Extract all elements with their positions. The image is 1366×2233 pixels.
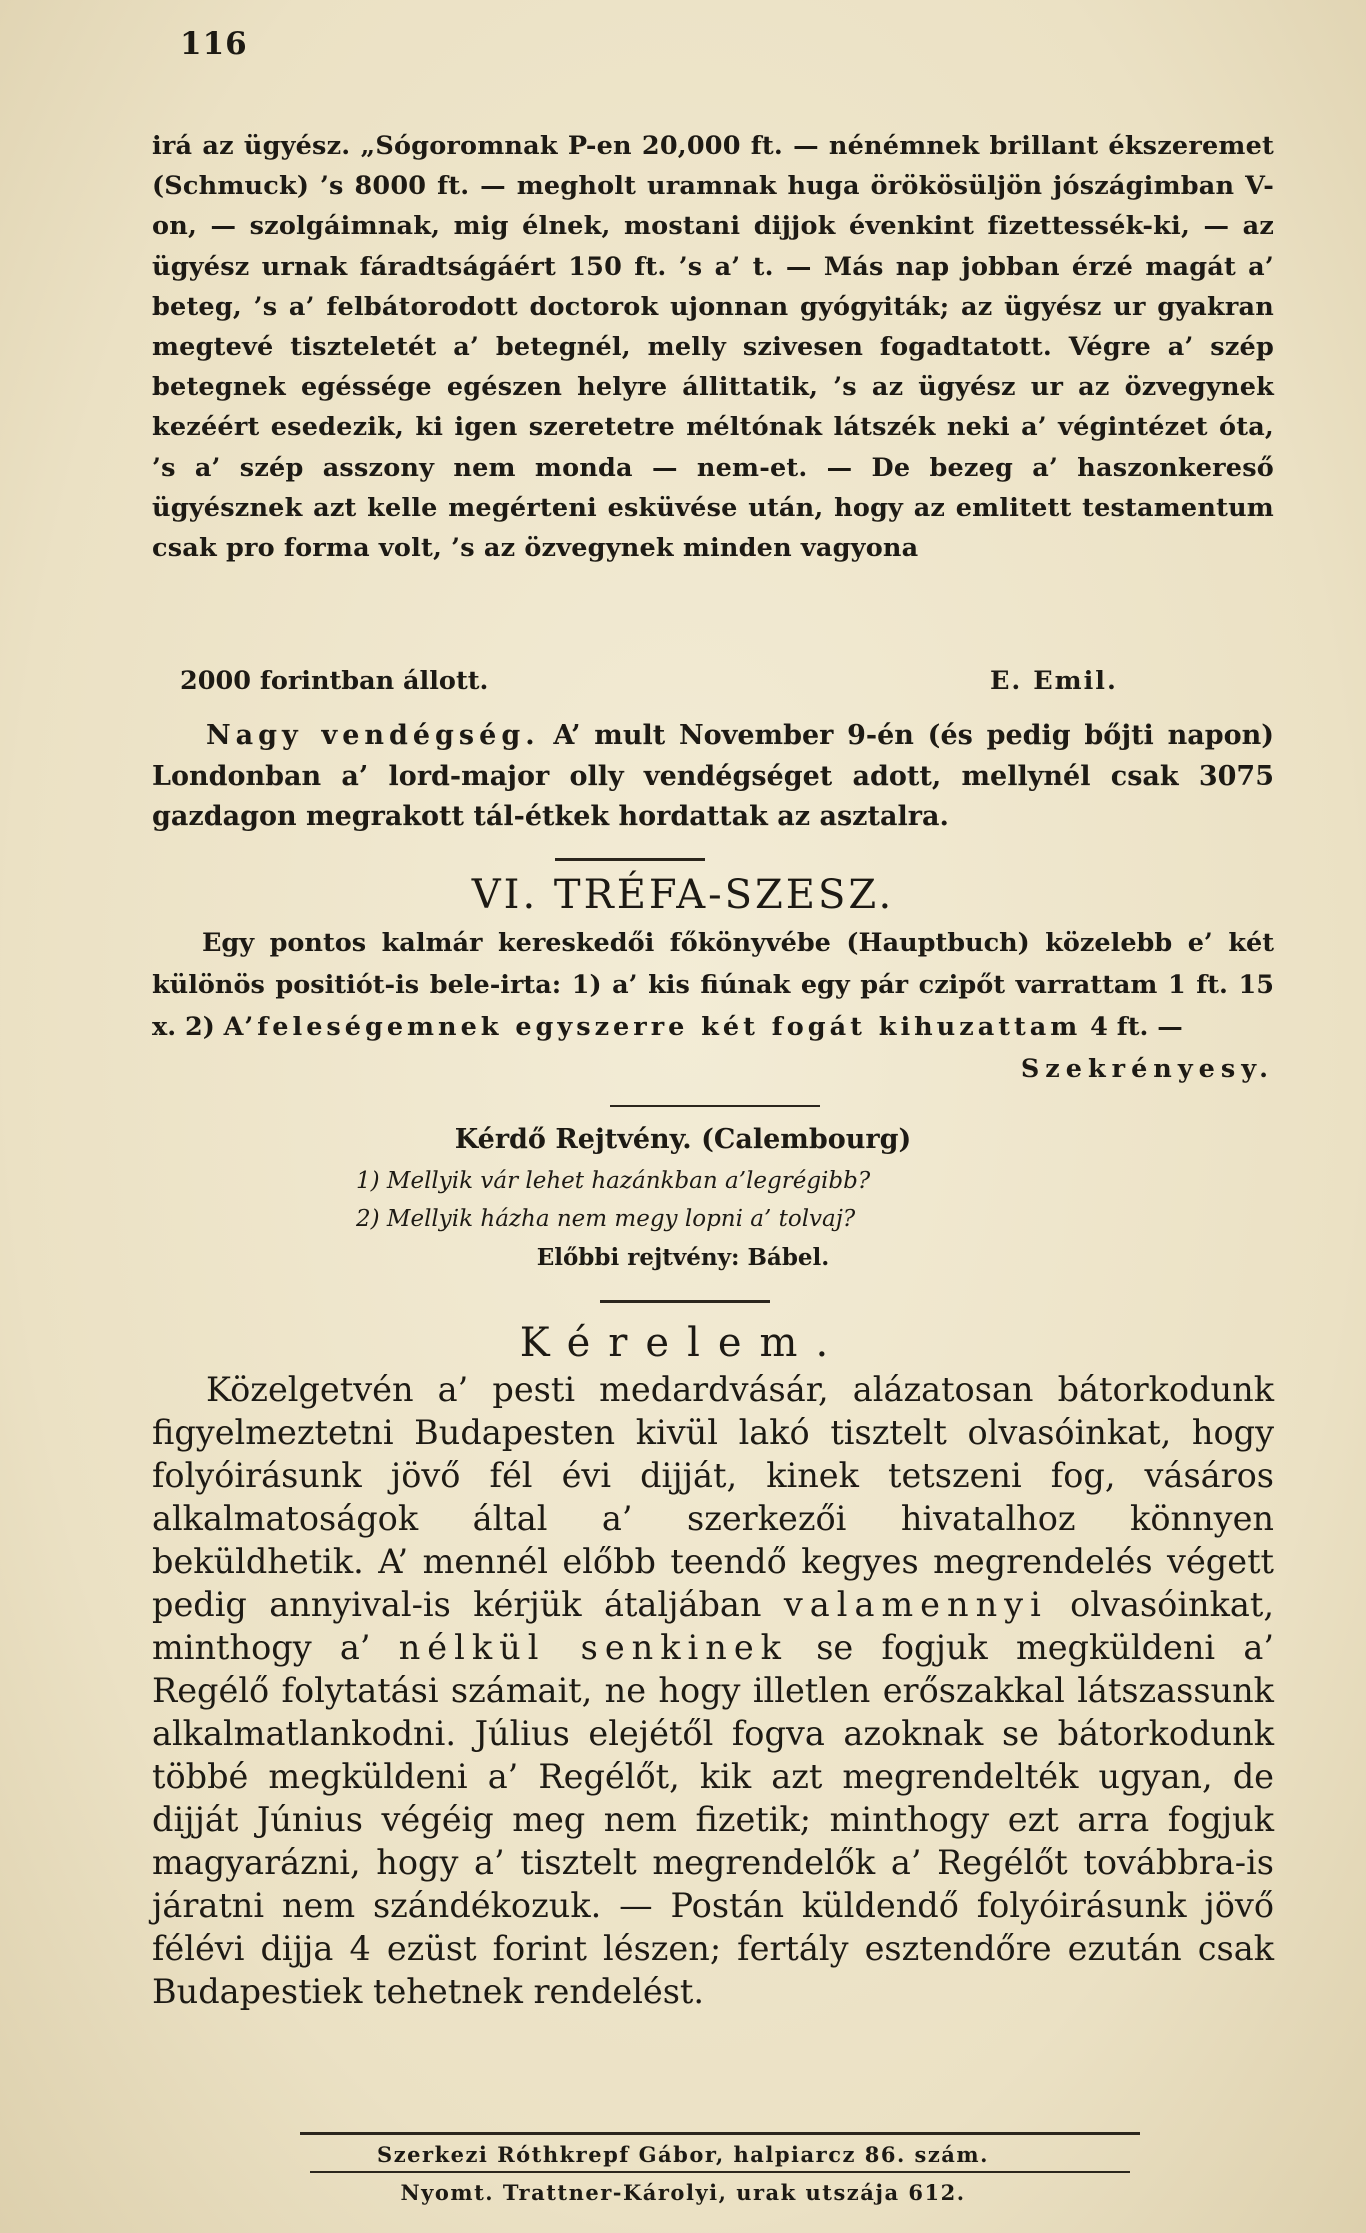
- divider: [610, 1105, 820, 1107]
- page-number: 116: [180, 26, 248, 62]
- request-spaced-b: nélkül senkinek: [398, 1628, 788, 1667]
- printer-line: Nyomt. Trattner-Károlyi, urak utszája 612.: [400, 2180, 966, 2205]
- paragraph-feast: [152, 716, 1274, 838]
- riddle-title: Kérdő Rejtvény. (Calembourg): [454, 1124, 912, 1155]
- request-text-b: olvasóinkat, minthogy a’: [152, 1585, 1274, 1667]
- request-spaced-a: valamennyi: [783, 1585, 1048, 1624]
- jest-tail: 4 ft. —: [1090, 1012, 1183, 1042]
- feast-title: Nagy vendégség.: [206, 720, 540, 751]
- section-heading: VI. TRÉFA-SZESZ.: [471, 872, 895, 918]
- paragraph-text: irá az ügyész. „Sógoromnak P-en 20,000 ft. — nénémnek brillant ékszeremet (Schmuck) ’s 8000 ft. — megholt uramnak huga örökösüljön jószágimban V-on, — szolgáimnak, mig élnek, mostani dijjok évenkint fizettessék-ki, — az ügyész urnak fáradtságáért 150 ft. ’s a’ t. — Más nap jobban érzé magát a’ beteg, ’s a’ felbátorodott doctorok ujonnan gyógyiták; az ügyész ur gyakran megtevé tiszteletét a’ betegnél, melly szivesen fogadtatott. Végre a’ szép betegnek egéssége egészen helyre állittatik, ’s az ügyész ur az özvegynek kezéért esedezik, ki igen szeretetre méltónak látszék neki a’ végintézet óta, ’s a’ szép asszony nem monda — nem-et. — De bezeg a’ haszonkereső ügyésznek azt kelle megérteni esküvése után, hogy az emlitett testamentum csak pro forma volt, ’s az özvegynek minden vagyona: [152, 131, 1274, 564]
- feast-text: A’ mult November 9-én (és pedig bőjti napon) Londonban a’ lord-major olly vendégséget adott, mellynél csak 3075 gazdagon megrakott tál-étkek hordattak az asztalra.: [152, 720, 1274, 832]
- request-text-c: se fogjuk megküldeni a’ Regélő folytatási számait, ne hogy illetlen erőszakkal látszassunk alkalmatlankodni. Július elejétől fogva azoknak se bátorkodunk többé megküldeni a’ Regélőt, kik azt megrendelték ugyan, de dijját Június végéig meg nem fizetik; minthogy ezt arra fogjuk magyarázni, hogy a’ tisztelt megrendelők a’ Regélőt továbbra-is járatni nem szándékozuk. — Postán küldendő folyóirásunk jövő félévi dijja 4 ezüst forint lészen; fertály esztendőre ezután csak Budapestiek tehetnek rendelést.: [152, 1628, 1274, 2011]
- jest-spaced-text: A’feleségemnek egyszerre két fogát kihuzattam: [223, 1012, 1082, 1042]
- paragraph-testament: [152, 126, 1274, 568]
- footer-rule: [300, 2132, 1140, 2135]
- riddle-question-1: 1) Mellyik vár lehet hazánkban a’legrégibb?: [356, 1168, 871, 1194]
- paragraph-request: [152, 1368, 1274, 2013]
- amount-text: 2000 forintban állott.: [180, 666, 489, 696]
- request-text-a: Közelgetvén a’ pesti medardvásár, alázatosan bátorkodunk figyelmeztetni Budapesten kivül lakó tisztelt olvasóinkat, hogy folyóirásunk jövő fél évi dijját, kinek tetszeni fog, vásáros alkalmatoságok által a’ szerkezői hivatalhoz könnyen beküldhetik. A’ mennél előbb teendő kegyes megrendelés végett pedig annyival-is kérjük átaljában: [152, 1370, 1274, 1624]
- author-signature: E. Emil.: [990, 666, 1118, 696]
- divider: [555, 858, 705, 861]
- previous-riddle-answer: Előbbi rejtvény: Bábel.: [536, 1244, 830, 1271]
- editor-line: Szerkezi Róthkrepf Gábor, halpiarcz 86. szám.: [377, 2142, 989, 2167]
- divider: [600, 1300, 770, 1303]
- riddle-question-2: 2) Mellyik házha nem megy lopni a’ tolvaj?: [356, 1206, 856, 1232]
- footer-rule: [310, 2171, 1130, 2173]
- paragraph-jest: [152, 922, 1274, 1090]
- request-heading: Kérelem.: [519, 1320, 847, 1366]
- jest-author: Szekrényesy.: [1020, 1054, 1274, 1084]
- jest-text: Egy pontos kalmár kereskedői főkönyvébe (Hauptbuch) közelebb e’ két különös positiót-is bele-irta: 1) a’ kis fiúnak egy pár czipőt varrattam 1 ft. 15 x. 2): [152, 928, 1274, 1042]
